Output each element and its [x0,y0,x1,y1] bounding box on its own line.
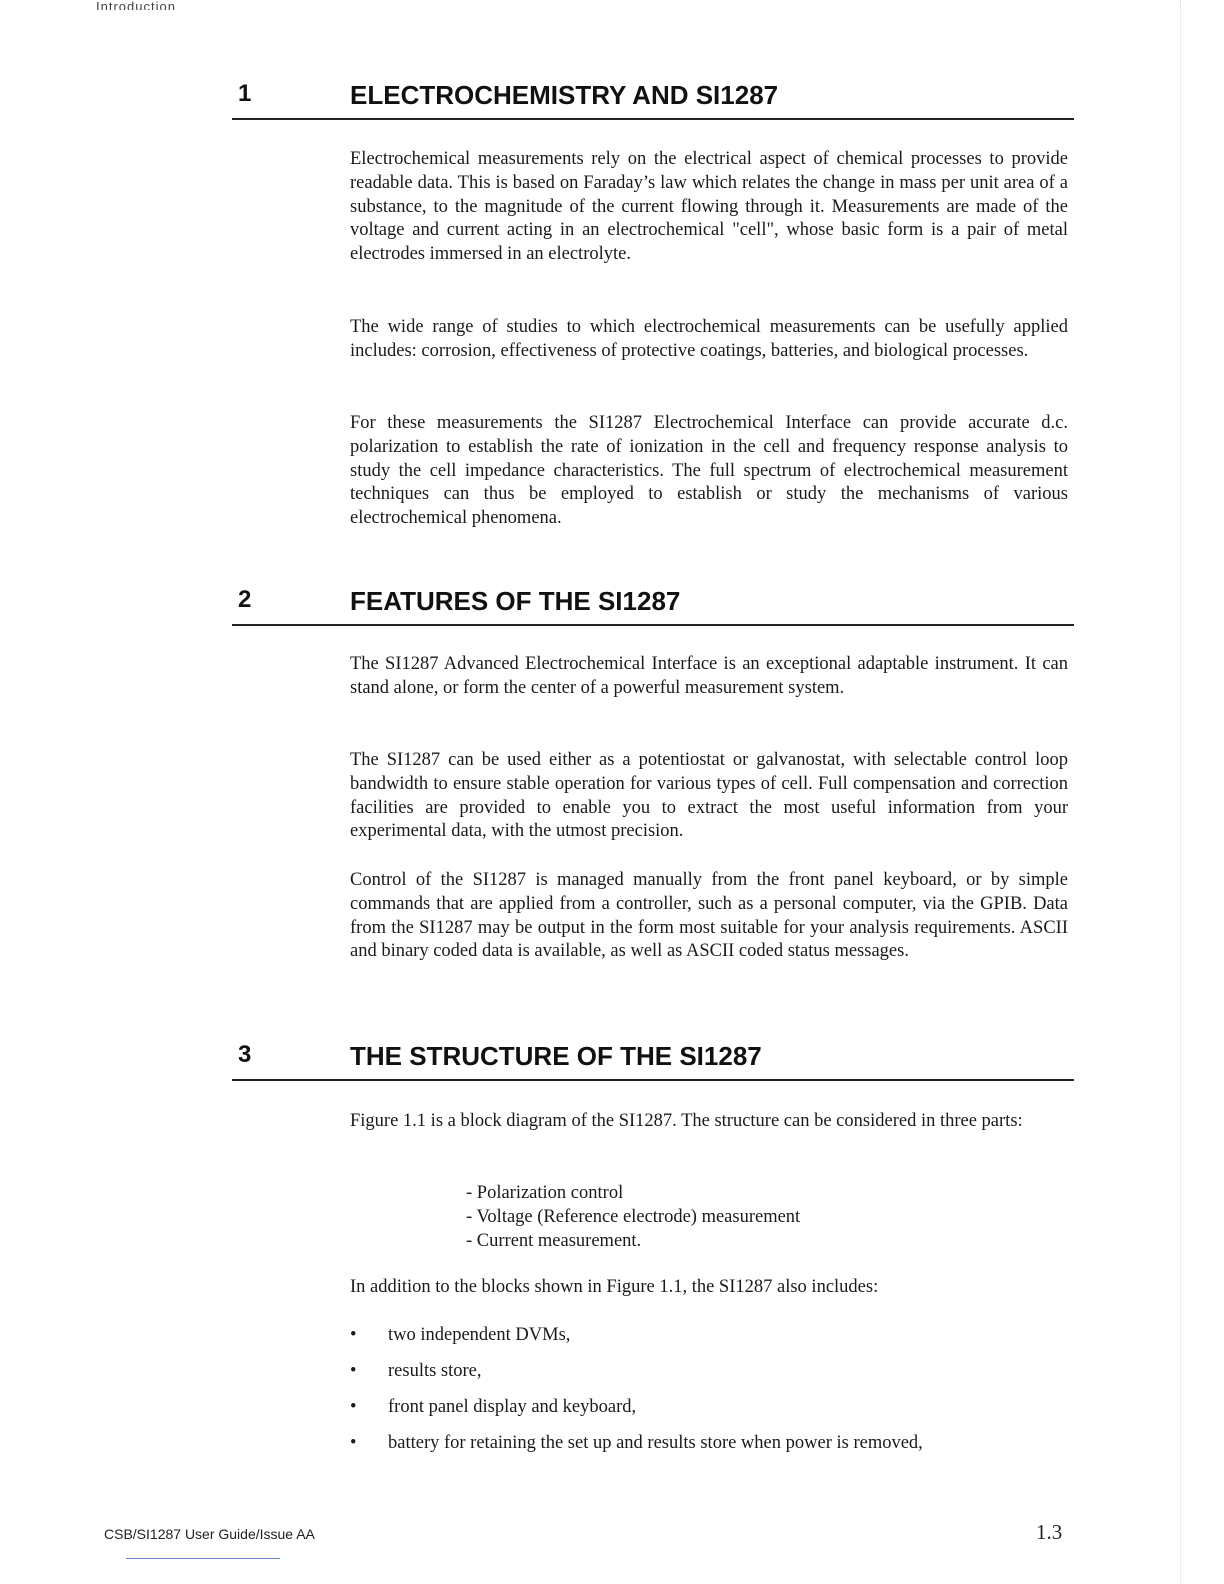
parts-list [466,1181,1026,1253]
list-item-text: results store, [388,1361,482,1381]
paragraph: Control of the SI1287 is managed manually from the front panel keyboard, or by simple commands that are applied from a controller, such as a personal computer, via the GPIB. Data from the SI1287 may be output in the form most suitable for your analysis requirements. ASCII and binary coded data is available, as well as ASCII coded status messages. [350,870,1068,962]
list-item: - Voltage (Reference electrode) measurement [466,1207,801,1227]
section-rule [232,1079,1074,1081]
running-head: Introduction [96,0,176,10]
page-number: 1.3 [1036,1520,1063,1544]
paragraph: Electrochemical measurements rely on the electrical aspect of chemical processes to provide readable data. This is based on Faraday’s law which relates the change in mass per unit area of a substance, to the magnitude of the current flowing through it. Measurements are made of the voltage and current acting in an electrochemical "cell", whose basic form is a pair of metal electrodes immersed in an electrolyte. [350,149,1068,265]
list-item-text: two independent DVMs, [388,1325,571,1345]
footer-underline [126,1558,280,1559]
footer-document-id: CSB/SI1287 User Guide/Issue AA [104,1526,315,1542]
bullet-icon: • [350,1397,357,1417]
section-title: THE STRUCTURE OF THE SI1287 [350,1041,762,1071]
section-rule [232,624,1074,626]
list-item: - Current measurement. [466,1231,642,1251]
section-rule [232,118,1074,120]
bullet-icon: • [350,1361,357,1381]
bullet-icon: • [350,1433,357,1453]
list-item: - Polarization control [466,1183,624,1203]
list-item-text: front panel display and keyboard, [388,1397,637,1417]
section-title: ELECTROCHEMISTRY AND SI1287 [350,80,779,110]
list-item-text: battery for retaining the set up and results store when power is removed, [388,1433,923,1453]
paragraph: For these measurements the SI1287 Electrochemical Interface can provide accurate d.c. polarization to establish the rate of ionization in the cell and frequency response analysis to study the cell impedance characteristics. The full spectrum of electrochemical measurement techniques can thus be employed to establish or study the mechanisms of various electrochemical phenomena. [350,413,1068,529]
section-number: 3 [238,1041,252,1068]
paragraph: In addition to the blocks shown in Figure 1.1, the SI1287 also includes: [350,1277,879,1297]
bullet-icon: • [350,1325,357,1345]
paragraph: The SI1287 can be used either as a potentiostat or galvanostat, with selectable control loop bandwidth to ensure stable operation for various types of cell. Full compensation and correction facilities are provided to enable you to extract the most useful information from your experimental data, with the utmost precision. [350,750,1068,842]
paragraph: Figure 1.1 is a block diagram of the SI1287. The structure can be considered in three parts: [350,1111,1023,1131]
paragraph: The wide range of studies to which electrochemical measurements can be usefully applied includes: corrosion, effectiveness of protective coatings, batteries, and biological processes. [350,317,1068,361]
page-edge [1180,0,1184,1584]
paragraph: The SI1287 Advanced Electrochemical Interface is an exceptional adaptable instrument. It can stand alone, or form the center of a powerful measurement system. [350,654,1068,698]
section-number: 1 [238,80,252,107]
section-number: 2 [238,586,252,613]
section-title: FEATURES OF THE SI1287 [350,586,681,616]
